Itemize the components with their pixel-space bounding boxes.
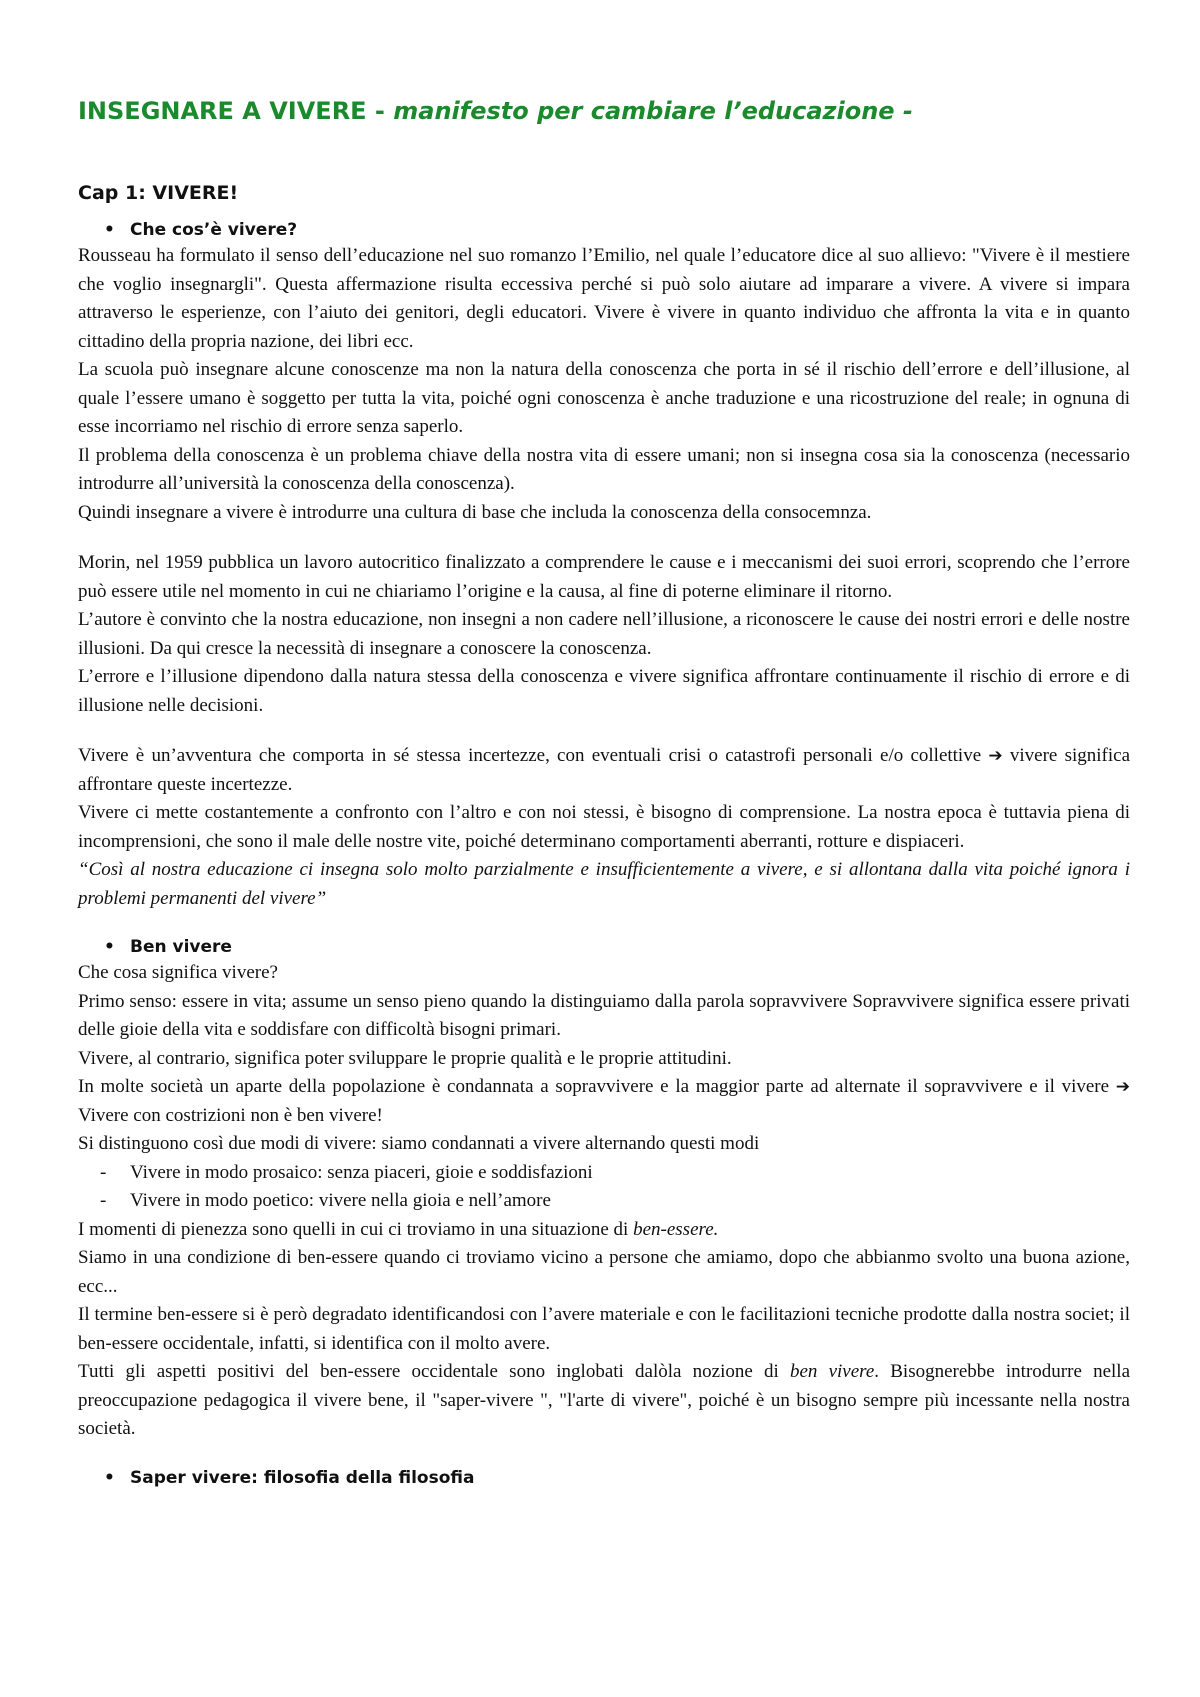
chapter-heading: Cap 1: VIVERE!: [78, 182, 239, 204]
paragraph-text: I momenti di pienezza sono quelli in cui ci troviamo in una situazione di: [78, 1218, 629, 1240]
bullet-icon: •: [104, 220, 115, 240]
paragraph: Siamo in una condizione di ben-essere quando ci troviamo vicino a persone che amiamo, dopo che abbianmo svolto una buona azione, ecc...: [78, 1247, 1130, 1297]
paragraph: Primo senso: essere in vita; assume un senso pieno quando la distinguiamo dalla parola sopravvivere Sopravvivere significa essere privati delle gioie della vita e soddisfare con difficoltà bisogni primari.: [78, 990, 1130, 1040]
paragraph-text: . Bisognerebbe introdurre nella preoccupazione pedagogica il vivere bene, il "saper-vivere ", "l'arte di vivere", poiché è un bisogno sempre più incessante nella nostra società.: [78, 1361, 1130, 1439]
paragraph: Vivere ci mette costantemente a confronto con l’altro e con noi stessi, è bisogno di comprensione. La nostra epoca è tuttavia piena di incomprensioni, che sono il male delle nostre vite, poiché determinano comportamenti aberranti, rotture e dispiaceri.: [78, 802, 1130, 852]
paragraph-text: Vivere con costrizioni non è ben vivere!: [78, 1104, 383, 1126]
section-heading-text: Ben vivere: [130, 937, 232, 957]
title-subtitle: manifesto per cambiare l’educazione -: [393, 97, 913, 125]
paragraph: Rousseau ha formulato il senso dell’educazione nel suo romanzo l’Emilio, nel quale l’educatore dice al suo allievo: "Vivere è il mestiere che voglio insegnargli". Questa affermazione risulta eccessiva perché si può solo aiutare ad imparare a vivere. A vivere si impara attraverso le esperienze, con l’aiuto dei genitori, degli educatori. Vivere è vivere in quanto individuo che affronta la vita e in quanto cittadino della propria nazione, dei libri ecc.: [78, 245, 1130, 352]
paragraph: Vivere, al contrario, significa poter sviluppare le proprie qualità e le proprie attitudini.: [78, 1047, 732, 1069]
paragraph-text: vivere significa affrontare queste incertezze.: [78, 745, 1130, 795]
arrow-right-icon: ➔: [1115, 1077, 1131, 1097]
quote-paragraph: “Così al nostra educazione ci insegna solo molto parzialmente e insufficientemente a vivere, e si allontana dalla vita poiché ignora i problemi permanenti del vivere”: [78, 859, 1130, 909]
document-page: [78, 96, 1130, 1490]
document-title: [78, 96, 1130, 126]
dash-icon: -: [100, 1161, 107, 1183]
paragraph: Il problema della conoscenza è un problema chiave della nostra vita di essere umani; non si insegna cosa sia la conoscenza (necessario introdurre all’università la conoscenza della conoscenza).: [78, 444, 1130, 494]
paragraph: L’errore e l’illusione dipendono dalla natura stessa della conoscenza e vivere significa affrontare continuamente il rischio di errore e di illusione nelle decisioni.: [78, 666, 1130, 716]
paragraph: Il termine ben-essere si è però degradato identificandosi con l’avere materiale e con le facilitazioni tecniche prodotte dalla nostra societ; il ben-essere occidentale, infatti, si identifica con il molto avere.: [78, 1304, 1130, 1354]
arrow-right-icon: ➔: [988, 746, 1003, 766]
title-main: INSEGNARE A VIVERE -: [78, 97, 394, 125]
bullet-icon: •: [104, 937, 115, 957]
section-heading-text: Saper vivere: filosofia della filosofia: [130, 1467, 475, 1488]
list-item: [78, 1159, 1130, 1188]
bullet-icon: •: [104, 1467, 115, 1488]
paragraph-text: Tutti gli aspetti positivi del ben-essere occidentale sono inglobati dalòla nozione di: [78, 1361, 779, 1382]
paragraph: La scuola può insegnare alcune conoscenze ma non la natura della conoscenza che porta in sé il rischio dell’errore e dell’illusione, al quale l’essere umano è soggetto per tutta la vita, poiché ogni conoscenza è anche traduzione e una ricostruzione del reale; in ognuna di esse incorriamo nel rischio di errore senza saperlo.: [78, 359, 1130, 437]
list-item-text: Vivere in modo prosaico: senza piaceri, gioie e soddisfazioni: [130, 1161, 593, 1183]
paragraph: [78, 742, 1130, 799]
paragraph-text: In molte società un aparte della popolazione è condannata a sopravvivere e la maggior parte ad alternate il sopravvivere e il vivere: [78, 1076, 1110, 1097]
section-heading-saper-vivere: [78, 1466, 1130, 1490]
paragraph: L’autore è convinto che la nostra educazione, non insegni a non cadere nell’illusione, a riconoscere le cause dei nostri errori e delle nostre illusioni. Da qui cresce la necessità di insegnare a conoscere la conoscenza.: [78, 609, 1130, 659]
emphasis-text: ben-essere.: [633, 1218, 719, 1240]
paragraph: [78, 1358, 1130, 1444]
list-item: [78, 1187, 1130, 1216]
dash-icon: -: [100, 1190, 107, 1211]
emphasis-text: ben vivere: [789, 1361, 875, 1382]
paragraph: Si distinguono così due modi di vivere: siamo condannati a vivere alternando questi modi: [78, 1133, 760, 1154]
paragraph: Morin, nel 1959 pubblica un lavoro autocritico finalizzato a comprendere le cause e i meccanismi dei suoi errori, scoprendo che l’errore può essere utile nel momento in cui ne chiariamo l’origine e la causa, al fine di poterne eliminare il ritorno.: [78, 552, 1130, 602]
section-heading-che-cose-vivere: [78, 218, 1130, 242]
section-heading-ben-vivere: [78, 935, 1130, 959]
paragraph: [78, 1216, 1130, 1245]
section-heading-text: Che cos’è vivere?: [130, 220, 298, 240]
paragraph: Che cosa significa vivere?: [78, 962, 278, 983]
paragraph: [78, 1073, 1130, 1130]
list-item-text: Vivere in modo poetico: vivere nella gioia e nell’amore: [130, 1190, 551, 1211]
paragraph-text: Vivere è un’avventura che comporta in sé stessa incertezze, con eventuali crisi o catastrofi personali e/o collettive: [78, 745, 982, 766]
paragraph: Quindi insegnare a vivere è introdurre una cultura di base che includa la conoscenza della consocemnza.: [78, 501, 872, 523]
